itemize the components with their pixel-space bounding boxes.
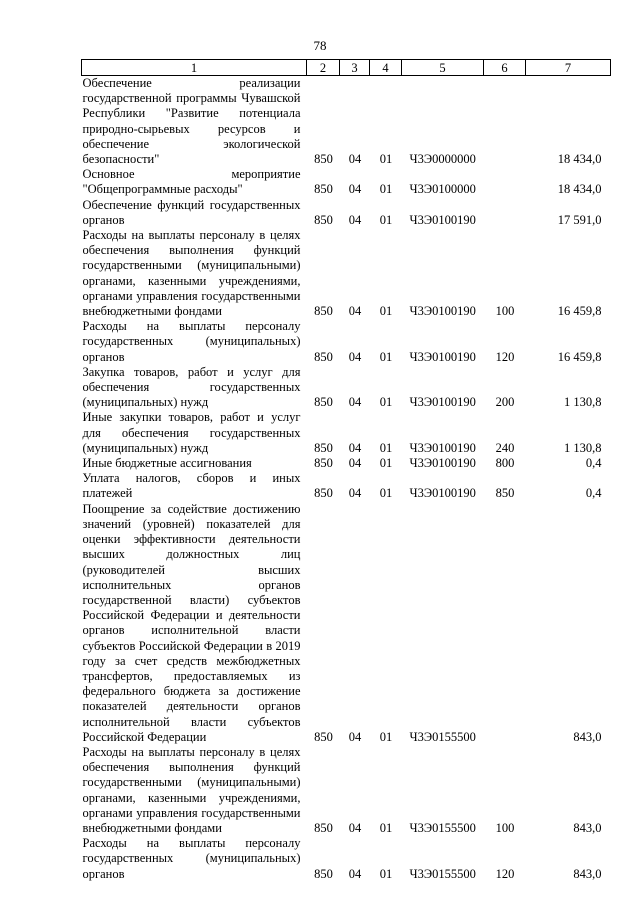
row-amount: 843,0 bbox=[573, 866, 602, 881]
row-subsection: 01 bbox=[379, 820, 393, 835]
table-header bbox=[82, 60, 611, 76]
row-name: Поощрение за содействие достижению значений (уровней) показателей для оценки эффективности деятельности высших должностных лиц (руководителей высших исполнительных органов государственной власти) субъектов Российской Федерации и деятельности органов исполнительной власти субъектов Российской Федерации в 2019 году за счет средств межбюджетных трансфертов, предоставляемых из федерального бюджета за достижение показателей деятельности органов исполнительной власти субъектов Российской Федерации bbox=[82, 501, 301, 744]
row-expense-type: 120 bbox=[495, 349, 515, 364]
row-section: 04 bbox=[348, 182, 362, 197]
row-amount: 1 130,8 bbox=[564, 395, 602, 410]
row-section: 04 bbox=[348, 456, 362, 471]
row-name: Расходы на выплаты персоналу государственных (муниципальных) органов bbox=[82, 836, 301, 881]
row-name: Расходы на выплаты персоналу в целях обеспечения выполнения функций государственными (муниципальными) органами, казенными учреждениями, органами управления государственными внебюджетными фондами bbox=[82, 228, 301, 319]
row-expense-type: 800 bbox=[495, 456, 515, 471]
row-admin-code: 850 bbox=[314, 866, 333, 881]
table-row bbox=[82, 76, 611, 168]
row-expense-type: 120 bbox=[495, 866, 515, 881]
row-subsection: 01 bbox=[379, 395, 393, 410]
table-body bbox=[82, 76, 611, 882]
row-target-article: Ч3Э0100000 bbox=[409, 182, 476, 197]
table-row bbox=[82, 745, 611, 836]
row-expense-type bbox=[484, 198, 526, 228]
row-admin-code: 850 bbox=[314, 304, 333, 319]
row-section: 04 bbox=[348, 729, 362, 744]
row-target-article: Ч3Э0100190 bbox=[409, 395, 476, 410]
row-admin-code: 850 bbox=[314, 395, 333, 410]
table-row bbox=[82, 167, 611, 197]
row-amount: 18 434,0 bbox=[557, 182, 602, 197]
row-target-article: Ч3Э0100190 bbox=[409, 486, 476, 501]
row-amount: 18 434,0 bbox=[557, 152, 602, 167]
row-name: Обеспечение функций государственных органов bbox=[82, 197, 301, 227]
row-expense-type: 100 bbox=[495, 304, 515, 319]
row-subsection: 01 bbox=[379, 304, 393, 319]
row-name: Закупка товаров, работ и услуг для обеспечения государственных (муниципальных) нужд bbox=[82, 364, 301, 410]
row-admin-code: 850 bbox=[314, 212, 333, 227]
row-amount: 843,0 bbox=[573, 729, 602, 744]
row-expense-type: 240 bbox=[495, 440, 515, 455]
table-row bbox=[82, 319, 611, 365]
row-amount: 0,4 bbox=[585, 456, 602, 471]
row-expense-type: 850 bbox=[495, 486, 515, 501]
row-target-article: Ч3Э0155500 bbox=[409, 866, 476, 881]
row-target-article: Ч3Э0100190 bbox=[409, 440, 476, 455]
row-subsection: 01 bbox=[379, 456, 393, 471]
row-expense-type bbox=[484, 167, 526, 197]
row-admin-code: 850 bbox=[314, 152, 333, 167]
row-target-article: Ч3Э0155500 bbox=[409, 820, 476, 835]
row-name: Основное мероприятие "Общепрограммные расходы" bbox=[82, 167, 301, 197]
row-admin-code: 850 bbox=[314, 349, 333, 364]
row-amount: 843,0 bbox=[573, 820, 602, 835]
row-name: Расходы на выплаты персоналу в целях обеспечения выполнения функций государственными (муниципальными) органами, казенными учреждениями, органами управления государственными внебюджетными фондами bbox=[82, 744, 301, 835]
row-name: Уплата налогов, сборов и иных платежей bbox=[82, 471, 301, 501]
row-target-article: Ч3Э0100190 bbox=[409, 304, 476, 319]
row-section: 04 bbox=[348, 212, 362, 227]
row-target-article: Ч3Э0100190 bbox=[409, 456, 476, 471]
row-target-article: Ч3Э0155500 bbox=[409, 729, 476, 744]
table-row bbox=[82, 228, 611, 319]
row-name: Обеспечение реализации государственной программы Чувашской Республики "Развитие потенциала природно-сырьевых ресурсов и обеспечение экологической безопасности" bbox=[82, 76, 301, 167]
budget-table bbox=[81, 59, 611, 882]
page-number: 78 bbox=[313, 38, 327, 53]
table-row bbox=[82, 456, 611, 471]
row-target-article: Ч3Э0000000 bbox=[409, 152, 476, 167]
row-subsection: 01 bbox=[379, 866, 393, 881]
row-amount: 1 130,8 bbox=[564, 440, 602, 455]
row-admin-code: 850 bbox=[314, 440, 333, 455]
row-admin-code: 850 bbox=[314, 729, 333, 744]
row-subsection: 01 bbox=[379, 349, 393, 364]
row-expense-type: 200 bbox=[495, 395, 515, 410]
header-col-2: 2 bbox=[307, 60, 340, 76]
row-name: Иные закупки товаров, работ и услуг для обеспечения государственных (муниципальных) нужд bbox=[82, 410, 301, 455]
row-admin-code: 850 bbox=[314, 486, 333, 501]
table-row bbox=[82, 198, 611, 228]
row-target-article: Ч3Э0100190 bbox=[409, 349, 476, 364]
row-amount: 0,4 bbox=[585, 486, 602, 501]
row-amount: 16 459,8 bbox=[557, 349, 602, 364]
row-amount: 16 459,8 bbox=[557, 304, 602, 319]
row-expense-type: 100 bbox=[495, 820, 515, 835]
table-row bbox=[82, 410, 611, 456]
row-section: 04 bbox=[348, 395, 362, 410]
header-col-7: 7 bbox=[526, 60, 611, 76]
row-subsection: 01 bbox=[379, 212, 393, 227]
table-row bbox=[82, 471, 611, 501]
row-target-article: Ч3Э0100190 bbox=[409, 212, 476, 227]
row-subsection: 01 bbox=[379, 440, 393, 455]
row-amount: 17 591,0 bbox=[557, 212, 602, 227]
row-expense-type bbox=[484, 76, 526, 168]
row-section: 04 bbox=[348, 866, 362, 881]
row-admin-code: 850 bbox=[314, 182, 333, 197]
header-col-6: 6 bbox=[484, 60, 526, 76]
header-col-3: 3 bbox=[340, 60, 370, 76]
header-col-4: 4 bbox=[370, 60, 402, 76]
row-name: Иные бюджетные ассигнования bbox=[82, 456, 252, 471]
row-subsection: 01 bbox=[379, 729, 393, 744]
row-subsection: 01 bbox=[379, 182, 393, 197]
header-col-1: 1 bbox=[82, 60, 307, 76]
row-subsection: 01 bbox=[379, 152, 393, 167]
row-admin-code: 850 bbox=[314, 820, 333, 835]
header-col-5: 5 bbox=[402, 60, 484, 76]
row-expense-type bbox=[484, 502, 526, 745]
row-section: 04 bbox=[348, 440, 362, 455]
row-section: 04 bbox=[348, 486, 362, 501]
table-row bbox=[82, 365, 611, 411]
row-subsection: 01 bbox=[379, 486, 393, 501]
row-section: 04 bbox=[348, 304, 362, 319]
row-section: 04 bbox=[348, 349, 362, 364]
row-name: Расходы на выплаты персоналу государственных (муниципальных) органов bbox=[82, 319, 301, 364]
row-admin-code: 850 bbox=[314, 456, 333, 471]
table-row bbox=[82, 836, 611, 882]
row-section: 04 bbox=[348, 820, 362, 835]
table-row bbox=[82, 502, 611, 745]
row-section: 04 bbox=[348, 152, 362, 167]
